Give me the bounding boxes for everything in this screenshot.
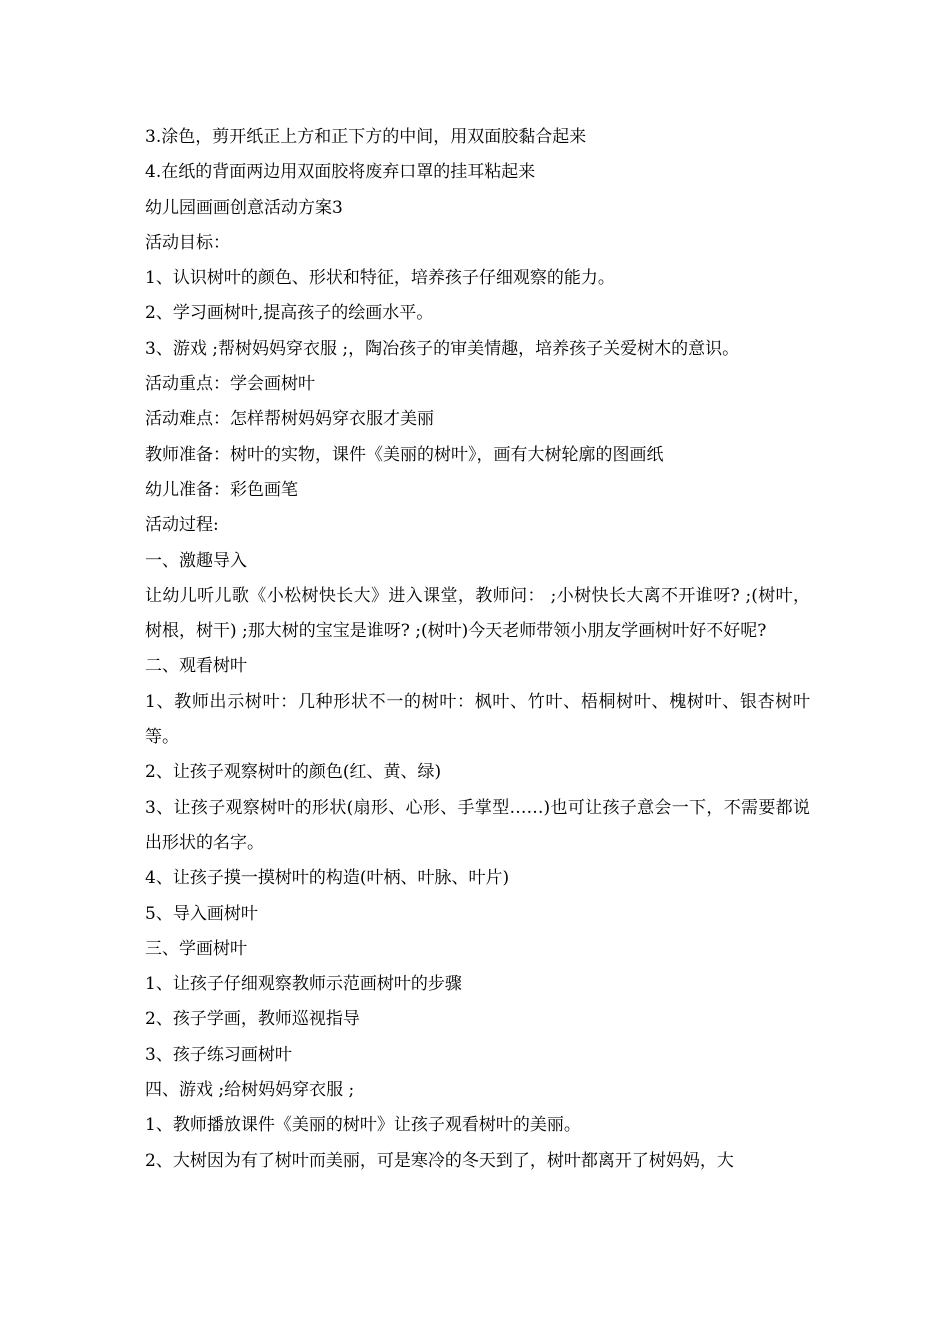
text-line: 1、让孩子仔细观察教师示范画树叶的步骤 [145, 974, 462, 995]
text-line: 3.涂色，剪开纸正上方和正下方的中间，用双面胶黏合起来 [145, 127, 587, 147]
text-line: 2、学习画树叶,提高孩子的绘画水平。 [145, 303, 434, 324]
text-paragraph: 3、让孩子观察树叶的形状(扇形、心形、手掌型……)也可让孩子意会一下，不需要都说出形状的名字。 [145, 797, 810, 853]
text-line: 活动过程: [145, 515, 219, 536]
section-heading: 二、观看树叶 [145, 656, 247, 677]
text-line: 一、激趣导入 [145, 550, 247, 571]
text-line: 2、让孩子观察树叶的颜色(红、黄、绿) [145, 762, 442, 783]
text-line: 1、认识树叶的颜色、形状和特征，培养孩子仔细观察的能力。 [145, 268, 615, 289]
text-line: 4.在纸的背面两边用双面胶将废弃口罩的挂耳粘起来 [145, 162, 536, 183]
text-paragraph: 1、教师出示树叶：几种形状不一的树叶：枫叶、竹叶、梧桐树叶、槐树叶、银杏树叶等。 [145, 691, 810, 748]
text-line: 3、游戏 ;帮树妈妈穿衣服 ;，陶冶孩子的审美情趣，培养孩子关爱树木的意识。 [145, 338, 740, 359]
text-line: 教师准备：树叶的实物，课件《美丽的树叶》，画有大树轮廓的图画纸 [145, 444, 664, 465]
section-heading: 幼儿园画画创意活动方案3 [145, 197, 343, 218]
text-line: 2、孩子学画，教师巡视指导 [145, 1009, 360, 1030]
text-line: 3、孩子练习画树叶 [145, 1044, 292, 1065]
text-line: 活动重点：学会画树叶 [145, 374, 315, 395]
document-body [145, 120, 810, 1179]
text-line: 幼儿准备：彩色画笔 [145, 479, 298, 500]
intro-paragraph: 让幼儿听儿歌《小松树快长大》进入课堂，教师问： ;小树快长大离不开谁呀? ;(树叶，树根，树干) ;那大树的宝宝是谁呀? ;(树叶)今天老师带领小朋友学画树叶好不好呢? [145, 585, 810, 642]
text-line: 2、大树因为有了树叶而美丽，可是寒冷的冬天到了，树叶都离开了树妈妈，大 [145, 1150, 734, 1171]
section-heading: 四、游戏 ;给树妈妈穿衣服 ; [145, 1080, 355, 1101]
text-line: 5、导入画树叶 [145, 903, 258, 924]
text-line: 1、教师播放课件《美丽的树叶》让孩子观看树叶的美丽。 [145, 1115, 581, 1136]
text-line: 活动目标： [145, 232, 230, 253]
section-heading: 三、学画树叶 [145, 938, 247, 959]
text-line: 4、让孩子摸一摸树叶的构造(叶柄、叶脉、叶片) [145, 868, 510, 889]
text-line: 活动难点：怎样帮树妈妈穿衣服才美丽 [145, 409, 434, 430]
